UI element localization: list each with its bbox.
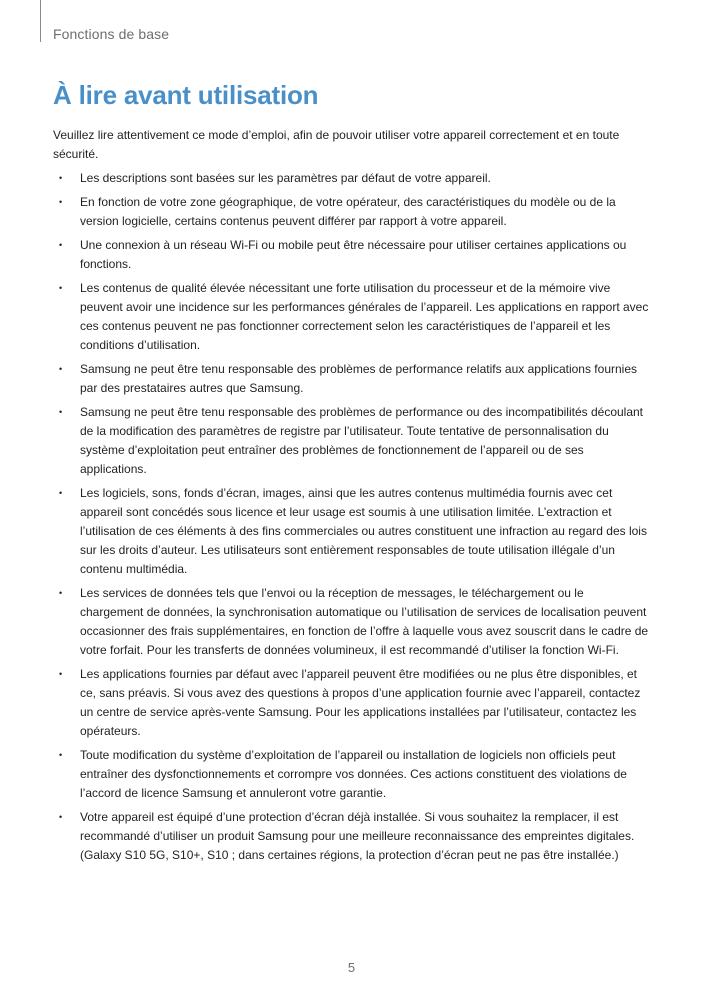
bullet-icon: • [59, 812, 63, 822]
list-item-text: Samsung ne peut être tenu responsable des problèmes de performance relatifs aux applications fournies par des prestataires autres que Samsung. [80, 362, 637, 395]
list-item-text: Les logiciels, sons, fonds d’écran, images, ainsi que les autres contenus multimédia fournis avec cet appareil sont concédés sous licence et leur usage est soumis à une utilisation limitée. L’extraction et l’utilisation de ces éléments à des fins commerciales ou autres constituent une infraction au regard des lois sur les droits d’auteur. Les utilisateurs sont entièrement responsables de toute utilisation illégale d’un contenu multimédia. [80, 486, 647, 576]
list-item [53, 169, 649, 188]
bullet-icon: • [59, 173, 63, 183]
list-item [53, 279, 649, 355]
list-item [53, 484, 649, 579]
section-header: Fonctions de base [53, 26, 170, 42]
page-title: À lire avant utilisation [53, 80, 319, 110]
list-item-text: En fonction de votre zone géographique, de votre opérateur, des caractéristiques du modèle ou de la version logicielle, certains contenus peuvent différer par rapport à votre appareil. [80, 195, 616, 228]
list-item-text: Une connexion à un réseau Wi-Fi ou mobile peut être nécessaire pour utiliser certaines applications ou fonctions. [80, 238, 627, 271]
bullet-icon: • [59, 488, 63, 498]
list-item [53, 193, 649, 231]
list-item-text: Les descriptions sont basées sur les paramètres par défaut de votre appareil. [80, 171, 491, 185]
list-item [53, 808, 649, 865]
list-item [53, 746, 649, 803]
bullet-icon: • [59, 588, 63, 598]
bullet-icon: • [59, 240, 63, 250]
bullet-list [53, 169, 649, 865]
bullet-icon: • [59, 197, 63, 207]
list-item [53, 236, 649, 274]
bullet-icon: • [59, 364, 63, 374]
list-item [53, 665, 649, 741]
list-item [53, 584, 649, 660]
header-side-rule [40, 0, 41, 42]
bullet-icon: • [59, 750, 63, 760]
page-content [53, 126, 649, 870]
bullet-icon: • [59, 669, 63, 679]
bullet-icon: • [59, 283, 63, 293]
bullet-icon: • [59, 407, 63, 417]
intro-paragraph: Veuillez lire attentivement ce mode d’emploi, afin de pouvoir utiliser votre appareil correctement et en toute sécurité. [53, 128, 620, 161]
list-item-text: Samsung ne peut être tenu responsable des problèmes de performance ou des incompatibilités découlant de la modification des paramètres de registre par l’utilisateur. Toute tentative de personnalisation du système d’exploitation peut entraîner des problèmes de fonctionnement de l’appareil ou de ses applications. [80, 405, 644, 476]
list-item [53, 360, 649, 398]
list-item-text: Votre appareil est équipé d’une protection d’écran déjà installée. Si vous souhaitez la remplacer, il est recommandé d’utiliser un produit Samsung pour une meilleure reconnaissance des empreintes digitales. (Galaxy S10 5G, S10+, S10 ; dans certaines régions, la protection d’écran peut ne pas être installée.) [80, 810, 635, 862]
list-item-text: Toute modification du système d’exploitation de l’appareil ou installation de logiciels non officiels peut entraîner des dysfonctionnements et corrompre vos données. Ces actions constituent des violations de l’accord de licence Samsung et annuleront votre garantie. [80, 748, 627, 800]
list-item-text: Les applications fournies par défaut avec l’appareil peuvent être modifiées ou ne plus être disponibles, et ce, sans préavis. Si vous avez des questions à propos d’une application fournie avec l’appareil, contactez un centre de service après-vente Samsung. Pour les applications installées par l’utilisateur, contactez les opérateurs. [80, 667, 641, 738]
page-number: 5 [347, 960, 356, 975]
list-item-text: Les contenus de qualité élevée nécessitant une forte utilisation du processeur et de la mémoire vive peuvent avoir une incidence sur les performances générales de l’appareil. Les applications en rapport avec ces contenus peuvent ne pas fonctionner correctement selon les caractéristiques de l’appareil et les conditions d’utilisation. [80, 281, 649, 352]
list-item [53, 403, 649, 479]
list-item-text: Les services de données tels que l’envoi ou la réception de messages, le téléchargement ou le chargement de données, la synchronisation automatique ou l’utilisation de services de localisation peuvent occasionner des frais supplémentaires, en fonction de l’offre à laquelle vous avez souscrit dans le cadre de votre forfait. Pour les transferts de données volumineux, il est recommandé d’utiliser la fonction Wi-Fi. [80, 586, 649, 657]
